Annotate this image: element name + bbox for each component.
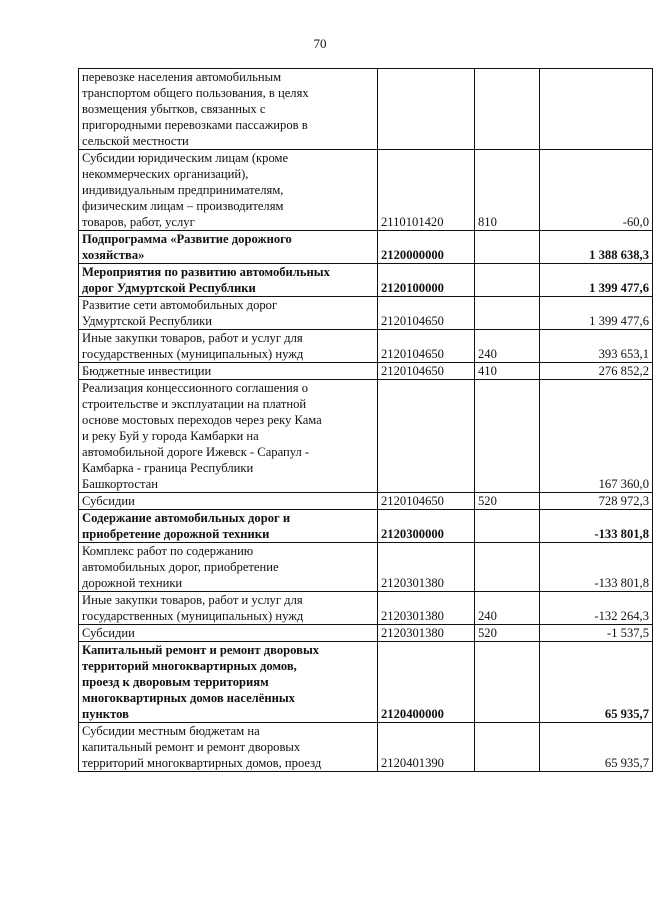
- row-code-cell: 2120401390: [378, 723, 475, 772]
- row-code-cell: 2120104650: [378, 363, 475, 380]
- table-row: [79, 297, 653, 330]
- table-row: [79, 363, 653, 380]
- row-sum-cell: 1 388 638,3: [540, 231, 653, 264]
- row-type-cell: 240: [475, 330, 540, 363]
- row-name-cell: Развитие сети автомобильных дорог Удмуртской Республики: [79, 297, 378, 330]
- row-code-cell: 2110101420: [378, 150, 475, 231]
- row-name-cell: перевозке населения автомобильным транспортом общего пользования, в целях возмещения убытков, связанных с пригородными перевозками пассажиров в сельской местности: [79, 69, 378, 150]
- row-name-cell: Бюджетные инвестиции: [79, 363, 378, 380]
- row-sum-cell: [540, 69, 653, 150]
- row-sum-cell: 1 399 477,6: [540, 297, 653, 330]
- row-sum-cell: -1 537,5: [540, 625, 653, 642]
- row-code-cell: 2120104650: [378, 330, 475, 363]
- row-code-cell: 2120301380: [378, 625, 475, 642]
- row-code-cell: 2120000000: [378, 231, 475, 264]
- table-row: [79, 592, 653, 625]
- table-row: [79, 330, 653, 363]
- table-row: [79, 231, 653, 264]
- row-sum-cell: 167 360,0: [540, 380, 653, 493]
- row-type-cell: 240: [475, 592, 540, 625]
- row-sum-cell: 393 653,1: [540, 330, 653, 363]
- row-code-cell: 2120104650: [378, 493, 475, 510]
- table-row: [79, 625, 653, 642]
- row-code-cell: 2120301380: [378, 592, 475, 625]
- row-name-cell: Иные закупки товаров, работ и услуг для государственных (муниципальных) нужд: [79, 330, 378, 363]
- row-name-cell: Субсидии юридическим лицам (кроме некоммерческих организаций), индивидуальным предпринимателям, физическим лицам – производителям товаров, работ, услуг: [79, 150, 378, 231]
- row-code-cell: [378, 380, 475, 493]
- table-row: [79, 493, 653, 510]
- row-sum-cell: 276 852,2: [540, 363, 653, 380]
- budget-table-body: [79, 69, 653, 772]
- row-code-cell: 2120400000: [378, 642, 475, 723]
- row-type-cell: [475, 297, 540, 330]
- table-row: [79, 264, 653, 297]
- row-code-cell: 2120104650: [378, 297, 475, 330]
- row-type-cell: [475, 642, 540, 723]
- row-name-cell: Мероприятия по развитию автомобильных дорог Удмуртской Республики: [79, 264, 378, 297]
- table-row: [79, 510, 653, 543]
- row-code-cell: 2120301380: [378, 543, 475, 592]
- table-row: [79, 380, 653, 493]
- row-name-cell: Иные закупки товаров, работ и услуг для государственных (муниципальных) нужд: [79, 592, 378, 625]
- table-row: [79, 150, 653, 231]
- page-number: 70: [313, 36, 327, 51]
- row-name-cell: Субсидии местным бюджетам на капитальный ремонт и ремонт дворовых территорий многоквартирных домов, проезд: [79, 723, 378, 772]
- row-name-cell: Реализация концессионного соглашения о строительстве и эксплуатации на платной основе мостовых переходов через реку Кама и реку Буй у города Камбарки на автомобильной дороге Ижевск - Сарапул - Камбарка - граница Республики Башкортостан: [79, 380, 378, 493]
- row-type-cell: [475, 543, 540, 592]
- row-name-cell: Содержание автомобильных дорог и приобретение дорожной техники: [79, 510, 378, 543]
- table-row: [79, 543, 653, 592]
- row-sum-cell: -132 264,3: [540, 592, 653, 625]
- row-sum-cell: 1 399 477,6: [540, 264, 653, 297]
- row-code-cell: 2120100000: [378, 264, 475, 297]
- row-type-cell: 520: [475, 625, 540, 642]
- row-sum-cell: -60,0: [540, 150, 653, 231]
- table-row: [79, 723, 653, 772]
- budget-table: [78, 68, 653, 772]
- row-type-cell: [475, 723, 540, 772]
- row-code-cell: 2120300000: [378, 510, 475, 543]
- row-code-cell: [378, 69, 475, 150]
- row-sum-cell: -133 801,8: [540, 543, 653, 592]
- row-name-cell: Комплекс работ по содержанию автомобильных дорог, приобретение дорожной техники: [79, 543, 378, 592]
- row-name-cell: Субсидии: [79, 625, 378, 642]
- row-type-cell: [475, 510, 540, 543]
- row-name-cell: Подпрограмма «Развитие дорожного хозяйства»: [79, 231, 378, 264]
- row-sum-cell: -133 801,8: [540, 510, 653, 543]
- row-sum-cell: 65 935,7: [540, 723, 653, 772]
- row-name-cell: Капитальный ремонт и ремонт дворовых территорий многоквартирных домов, проезд к дворовым территориям многоквартирных домов населённых пунктов: [79, 642, 378, 723]
- row-type-cell: 410: [475, 363, 540, 380]
- row-sum-cell: 65 935,7: [540, 642, 653, 723]
- table-row: [79, 69, 653, 150]
- row-type-cell: [475, 380, 540, 493]
- row-sum-cell: 728 972,3: [540, 493, 653, 510]
- row-type-cell: [475, 231, 540, 264]
- table-row: [79, 642, 653, 723]
- row-type-cell: 810: [475, 150, 540, 231]
- row-type-cell: [475, 264, 540, 297]
- row-type-cell: [475, 69, 540, 150]
- row-name-cell: Субсидии: [79, 493, 378, 510]
- row-type-cell: 520: [475, 493, 540, 510]
